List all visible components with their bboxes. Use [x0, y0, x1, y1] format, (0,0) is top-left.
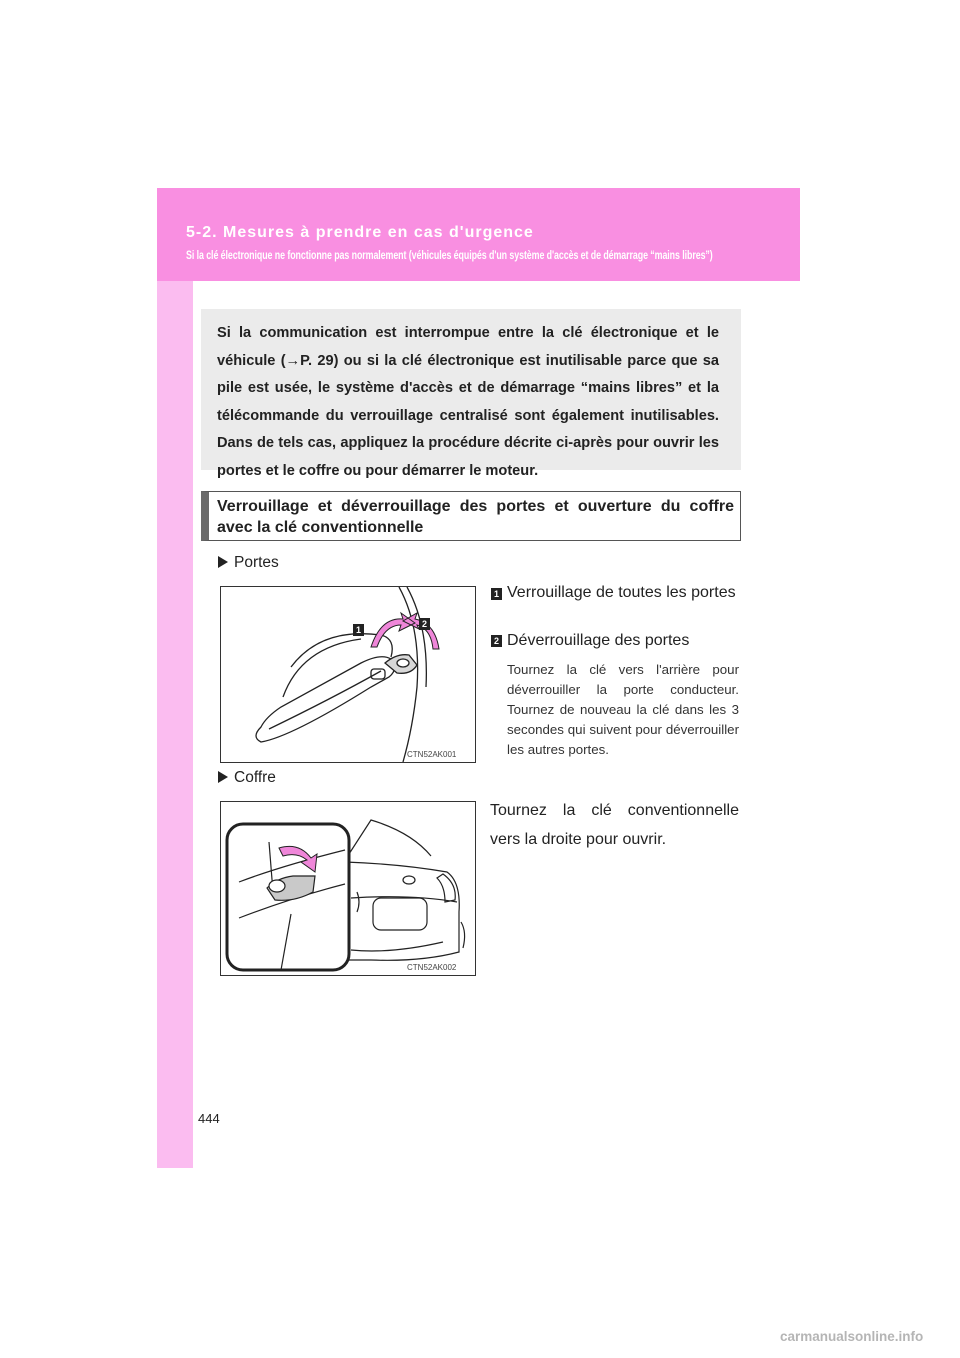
main-heading-text: Verrouillage et déverrouillage des portes et ouverture du coffre avec la clé conventionnelle: [217, 498, 734, 536]
intro-text: Si la communication est interrompue entre la clé électronique et le véhicule (→P. 29) ou si la clé électronique est inutilisable parce que sa pile est usée, le système d'accès et de démarrage “mains libres” et la télécommande du verrouillage centralisé sont également inutilisables. Dans de tels cas, appliquez la procédure décrite ci-après pour ouvrir les portes et le coffre ou pour démarrer le moteur.: [217, 325, 719, 479]
main-heading: [201, 491, 741, 541]
doors-label: Portes: [234, 554, 279, 571]
triangle-bullet-icon: [218, 556, 228, 568]
trunk-instruction: Tournez la clé conventionnelle vers la droite pour ouvrir.: [490, 802, 739, 848]
figure-marker-1: 1: [353, 624, 364, 636]
trunk-figure-code: CTN52AK002: [407, 963, 457, 972]
section-subtitle: Si la clé électronique ne fonctionne pas normalement (véhicules équipés d'un système d'accès et de démarrage “mains libres”): [186, 250, 713, 262]
trunk-lock-illustration: [221, 802, 475, 975]
step-2-badge: 2: [491, 635, 502, 647]
triangle-bullet-icon: [218, 771, 228, 783]
figure-marker-2: 2: [419, 618, 430, 630]
door-figure-code: CTN52AK001: [407, 750, 457, 759]
step-1-text: Verrouillage de toutes les portes: [507, 584, 736, 601]
trunk-label: Coffre: [234, 769, 276, 786]
doors-subheading: [218, 554, 279, 572]
door-handle-illustration: [221, 587, 475, 762]
page-number: 444: [198, 1111, 220, 1126]
step-2-text: Déverrouillage des portes: [507, 632, 690, 649]
trunk-subheading: [218, 769, 276, 787]
door-handle-figure: [220, 586, 476, 763]
section-title: 5-2. Mesures à prendre en cas d'urgence: [186, 224, 534, 241]
step-1-badge: 1: [491, 588, 502, 600]
trunk-lock-figure: [220, 801, 476, 976]
intro-box: [201, 309, 741, 479]
page-side-band: [157, 188, 193, 1168]
watermark: carmanualsonline.info: [780, 1329, 924, 1344]
unlock-note: Tournez la clé vers l'arrière pour déverrouiller la porte conducteur. Tournez de nouveau la clé dans les 3 secondes qui suivent pour déverrouiller les autres portes.: [507, 662, 739, 757]
